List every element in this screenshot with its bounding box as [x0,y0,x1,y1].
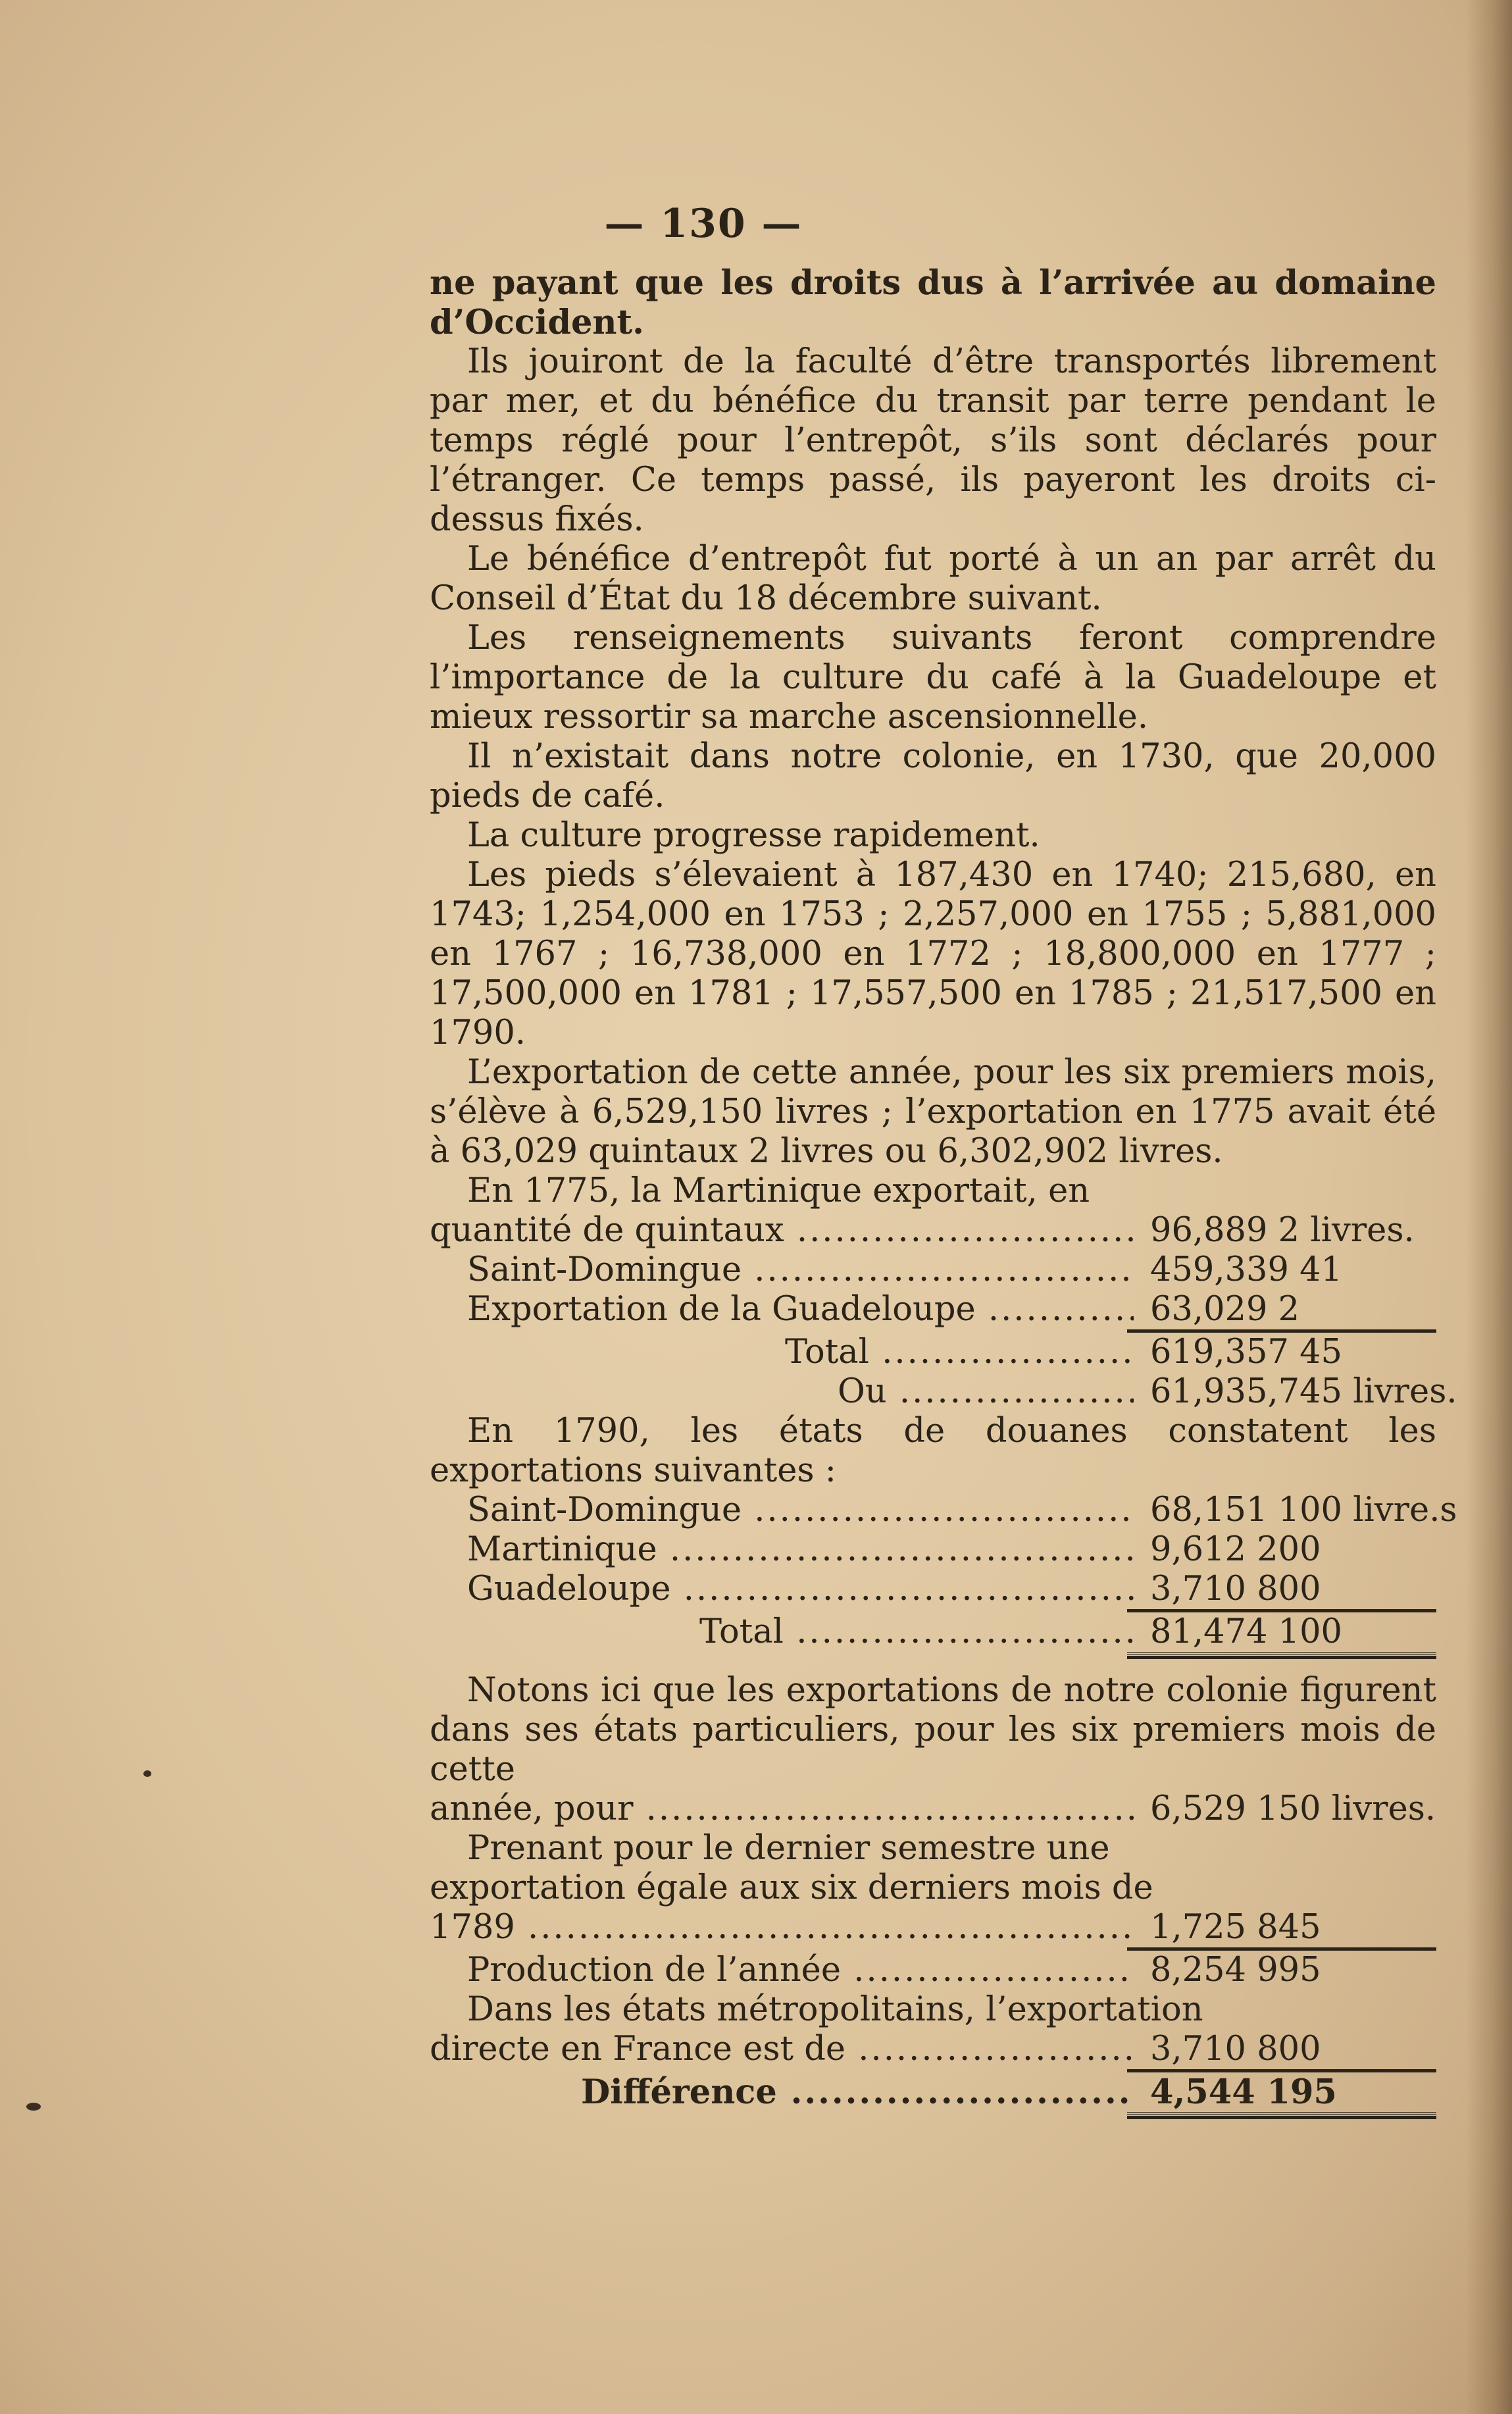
paragraph: Il n’existait dans notre colonie, en 1730, que 20,000 pieds de café. [430,737,1436,815]
row-label: Saint-Domingue ..... [467,1250,1134,1290]
difference-row [430,2072,1436,2112]
page-number: — 130 — [604,201,803,247]
paragraph: En 1775, la Martinique exportait, en [467,1171,1090,1210]
paragraph: Les pieds s’élevaient à 187,430 en 1740; 215,680, en 1743; 1,254,000 en 1753 ; 2,257,000 en 1755 ; 5,881,000 en 1767 ; 16,738,000 en 1772 ; 18,800,000 en 1777 ; 17,500,000 en 1781 ; 17,557,500 en 1785 ; 21,517,500 en 1790. [430,856,1436,1052]
paragraph: Ils jouiront de la faculté d’être transportés librement par mer, et du bénéfice du transit par terre pendant le temps réglé pour l’entrepôt, s’ils sont déclarés pour l’étranger. Ce temps passé, ils payeront les droits ci-dessus fixés. [430,342,1436,539]
row-value: 459,339 41 [1150,1250,1343,1289]
ou-label: Ou ..... [838,1372,1134,1412]
paragraph: Les renseignements suivants feront comprendre l’importance de la culture du café à la Guadeloupe et mieux ressortir sa marche ascensionnelle. [430,619,1436,736]
double-rule [1127,1652,1436,1659]
row-value: 4,544 195 [1150,2072,1337,2112]
row-value: 9,612 200 [1150,1530,1321,1569]
line-text: Dans les états métropolitains, l’exportation [467,1990,1203,2029]
table-row [430,1250,1436,1290]
row-value: 6,529 150 livres. [1150,1789,1436,1828]
page-edge-shadow [1466,0,1512,2414]
paragraph: Notons ici que les exportations de notre colonie figurent dans ses états particuliers, pour les six premiers mois de cette [430,1671,1436,1789]
table-row [430,1908,1436,1947]
table-row [430,1789,1436,1829]
row-value: 8,254 995 [1150,1951,1321,1990]
table-row [430,2030,1436,2069]
line-text: Prenant pour le dernier semestre une [467,1829,1110,1868]
row-value: 63,029 2 [1150,1290,1300,1329]
table-row [430,1951,1436,1990]
row-value: 1,725 845 [1150,1908,1321,1947]
text-line [430,1868,1436,1908]
total-value: 619,357 45 [1150,1333,1343,1372]
row-label: Différence ..... [581,2072,1134,2112]
total-row [430,1612,1436,1652]
row-label: Exportation de la Guadeloupe ..... [467,1290,1134,1329]
paragraph: La culture progresse rapidement. [467,816,1040,855]
total-label: Total ..... [785,1333,1134,1372]
total-label: Total ..... [699,1612,1134,1652]
row-value: 3,710 800 [1150,2030,1321,2068]
table-row [430,1530,1436,1570]
text-line [430,1990,1436,2030]
row-value: 96,889 2 livres. [1150,1211,1415,1250]
ink-speck [143,1770,151,1777]
double-rule [1127,2112,1436,2119]
row-label: année, pour ..... [430,1789,1134,1829]
row-label: 1789 ..... [430,1908,1134,1947]
total-row [430,1372,1457,1412]
table-row [430,1290,1436,1329]
row-label: directe en France est de ..... [430,2030,1134,2069]
page-body [430,263,1457,2119]
total-value: 81,474 100 [1150,1612,1343,1651]
table-row [430,1570,1436,1609]
table-row [430,1491,1457,1530]
row-label: Saint-Domingue ..... [467,1491,1134,1530]
paragraph: En 1790, les états de douanes constatent les exportations suivantes : [430,1412,1436,1490]
total-row [430,1333,1436,1372]
row-value: 3,710 800 [1150,1570,1321,1608]
row-label: quantité de quintaux ..... [430,1211,1134,1250]
ou-value: 61,935,745 livres. [1150,1372,1457,1411]
row-label: Production de l’année ..... [467,1951,1134,1990]
paragraph: Le bénéfice d’entrepôt fut porté à un an par arrêt du Conseil d’État du 18 décembre suivant. [430,540,1436,618]
table-row [430,1211,1436,1250]
row-value: 68,151 100 livre.s [1150,1491,1457,1529]
ink-speck [26,2103,41,2111]
paragraph: L’exportation de cette année, pour les six premiers mois, s’élève à 6,529,150 livres ; l’exportation en 1775 avait été à 63,029 quintaux 2 livres ou 6,302,902 livres. [430,1053,1436,1171]
row-label: Martinique ..... [467,1530,1134,1570]
text-line [430,1829,1436,1868]
line-text: exportation égale aux six derniers mois de [430,1868,1153,1907]
paragraph: ne payant que les droits dus à l’arrivée au domaine d’Occident. [430,263,1436,342]
row-label: Guadeloupe ..... [467,1570,1134,1609]
